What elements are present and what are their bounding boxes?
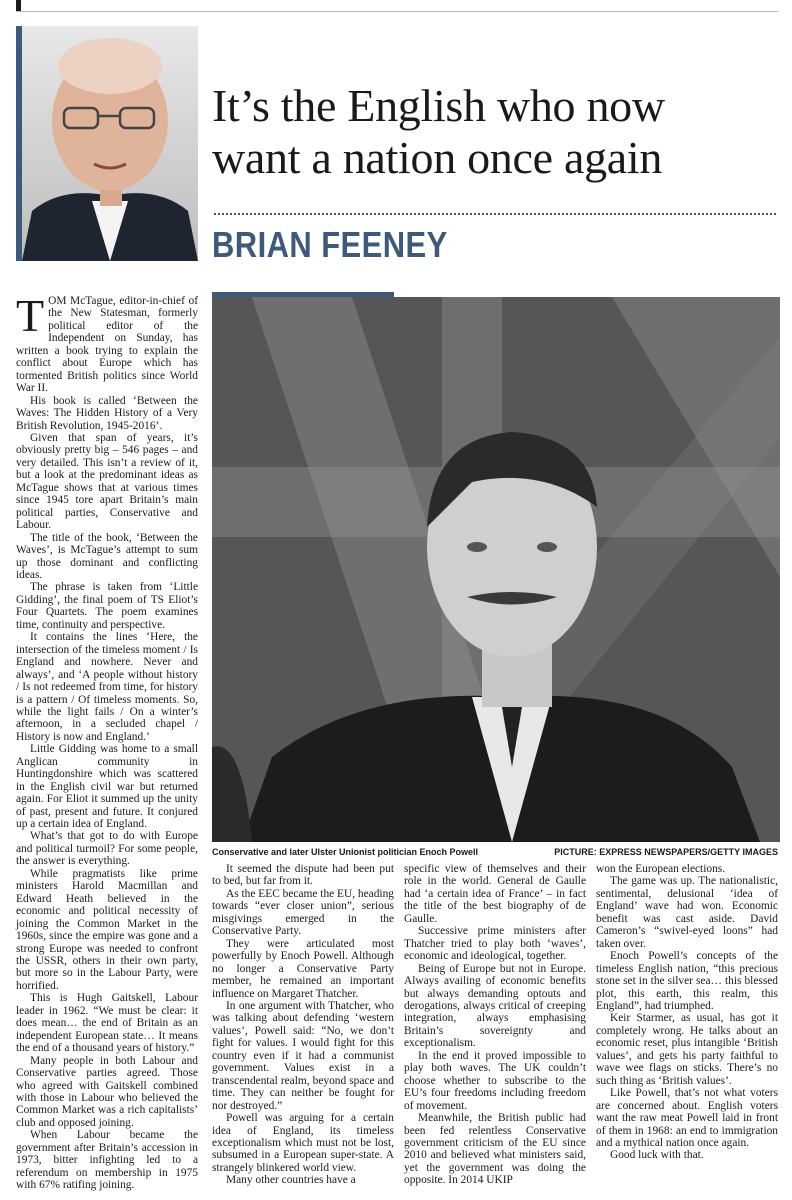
headline <box>212 80 782 184</box>
article-paragraph: The title of the book, ‘Between the Waves’, is McTague’s attempt to sum up those dominant and conflicting ideas. <box>16 531 198 581</box>
article-paragraph: It seemed the dispute had been put to bed, but far from it. <box>212 863 394 888</box>
drop-cap: T <box>16 290 45 341</box>
article-paragraph: It contains the lines ‘Here, the intersection of the timeless moment / Is England and nowhere. Never and always’, and ‘A people without history / Is not redeemed from time, for history is a pattern / Of timeless moments. So, while the light fails / On a winter’s afternoon, in a secluded chapel / History is now and England.’ <box>16 631 198 743</box>
article-paragraph: Like Powell, that’s not what voters are concerned about. English voters want the raw meat Powell laid in front of them in 1968: an end to immigration and a mythical nation once again. <box>596 1087 778 1149</box>
article-paragraph: Being of Europe but not in Europe. Always availing of economic benefits but always demanding optouts and derogations, always critical of creeping integration, always emphasising Britain’s sovereignty and exceptionalism. <box>404 962 586 1050</box>
main-photo <box>212 297 780 842</box>
article-paragraph: Powell was arguing for a certain idea of England, its timeless exceptionalism which must not be lost, subsumed in a European super-state. A strangely blinkered world view. <box>212 1112 394 1174</box>
columnist-portrait <box>22 26 198 261</box>
article-paragraph: Many other countries have a <box>226 1174 356 1187</box>
article-paragraph: Meanwhile, the British public had been fed relentless Conservative government criticism of the EU since 2010 and believed what ministers said, yet the government was doing the opposite. In 2014 UKIP <box>404 1112 586 1187</box>
article-column-2 <box>212 863 394 1187</box>
article-paragraph: They were articulated most powerfully by Enoch Powell. Although no longer a Conservative Party member, he remained an important influence on Margaret Thatcher. <box>212 937 394 1000</box>
article-paragraph: As the EEC became the EU, heading towards “ever closer union”, serious misgivings emerged in the Conservative Party. <box>212 887 394 938</box>
article-column-3 <box>404 863 586 1187</box>
headline-line-2: want a nation once again <box>212 132 663 183</box>
article-paragraph: Successive prime ministers after Thatcher tried to play both ‘waves’, economic and ideological, together. <box>404 925 586 963</box>
article-column-1 <box>16 290 198 1192</box>
byline: BRIAN FEENEY <box>212 224 448 265</box>
article-paragraph: When Labour became the government after Britain’s accession in 1973, bitter infighting led to a referendum on membership in 1975 with 67% ratifing joining. <box>16 1129 198 1192</box>
article-column-4 <box>596 863 778 1162</box>
photo-credit: PICTURE: EXPRESS NEWSPAPERS/GETTY IMAGES <box>554 847 778 857</box>
article-paragraph: Enoch Powell’s concepts of the timeless English nation, “this precious stone set in the silver sea… this blessed plot, this earth, this realm, this England”, had triumphed. <box>596 950 778 1012</box>
article-paragraph: The phrase is taken from ‘Little Gidding’, the final poem of TS Eliot’s Four Quartets. The poem examines time, continuity and perspective. <box>16 581 198 631</box>
article-paragraph: What’s that got to do with Europe and political turmoil? For some people, the answer is everything. <box>16 830 198 868</box>
top-rule <box>16 11 778 12</box>
article-paragraph: This is Hugh Gaitskell, Labour leader in 1962. “We must be clear: it does mean… the end of Britain as an independent European state… It means the end of a thousand years of history.” <box>16 992 198 1055</box>
article-paragraph: In the end it proved impossible to play both waves. The UK couldn’t choose whether to subscribe to the EU’s four freedoms including freedom of movement. <box>404 1049 586 1112</box>
article-paragraph: Little Gidding was home to a small Anglican community in Huntingdonshire which was scattered in the English civil war but returned again. For Eliot it summed up the unity of past, present and future. It conjured up a certain idea of England. <box>16 743 198 831</box>
article-paragraph: While pragmatists like prime ministers Harold Macmillan and Edward Heath believed in the economic and political necessity of joining the Common Market in the 1960s, since the empire was gone and a strong Europe was needed to confront the USSR, others in their own party, but more so in the Labour Party, were horrified. <box>16 867 198 992</box>
article-paragraph: His book is called ‘Between the Waves: The Hidden History of a Very British Revolution, 1945-2016’. <box>16 394 198 432</box>
article-paragraph: The game was up. The nationalistic, sentimental, delusional ‘idea of England’ wave had won. Economic benefit was cast aside. David Cameron’s “swivel-eyed loons” had taken over. <box>596 875 778 950</box>
article-paragraph: Keir Starmer, as usual, has got it completely wrong. He talks about an economic reset, plus intangible ‘British values’, and gets his party faithful to wave wee flags on sticks. There’s no such thing as ‘British values’. <box>596 1012 778 1087</box>
article-paragraph: TOM McTague, editor-in-chief of the New Statesman, formerly political editor of the Independent on Sunday, has written a book trying to explain the conflict about Europe which has tormented British politics since World War II. <box>16 290 198 395</box>
caption-text: Conservative and later Ulster Unionist politician Enoch Powell <box>212 847 479 857</box>
article-paragraph: Good luck with that. <box>610 1149 704 1162</box>
dotted-divider <box>214 213 776 215</box>
headline-line-1: It’s the English who now <box>212 80 665 131</box>
article-paragraph: Many people in both Labour and Conservative parties agreed. Those who agreed with Gaitskell combined with those in Labour who believed the Common Market was a rich capitalists’ club and opposed joining. <box>16 1054 198 1129</box>
photo-caption <box>212 846 780 858</box>
article-paragraph: won the European elections. <box>596 863 726 875</box>
article-paragraph: specific view of themselves and their role in the world. General de Gaulle had ‘a certain idea of France’ – in fact the title of the best biography of de Gaulle. <box>404 863 586 925</box>
article-paragraph: In one argument with Thatcher, who was talking about defending ‘western values’, Powell said: “No, we don’t fight for values. I would fight for this country even if it had a communist government. Values exist in a transcendental realm, beyond space and time. They can neither be fought for nor destroyed.” <box>212 999 394 1112</box>
article-paragraph: Given that span of years, it’s obviously pretty big – 546 pages – and very detailed. This isn’t a review of it, but a look at the predominant ideas as McTague shows that at various times since 1945 tore apart Britain’s main political parties, Conservative and Labour. <box>16 431 198 532</box>
